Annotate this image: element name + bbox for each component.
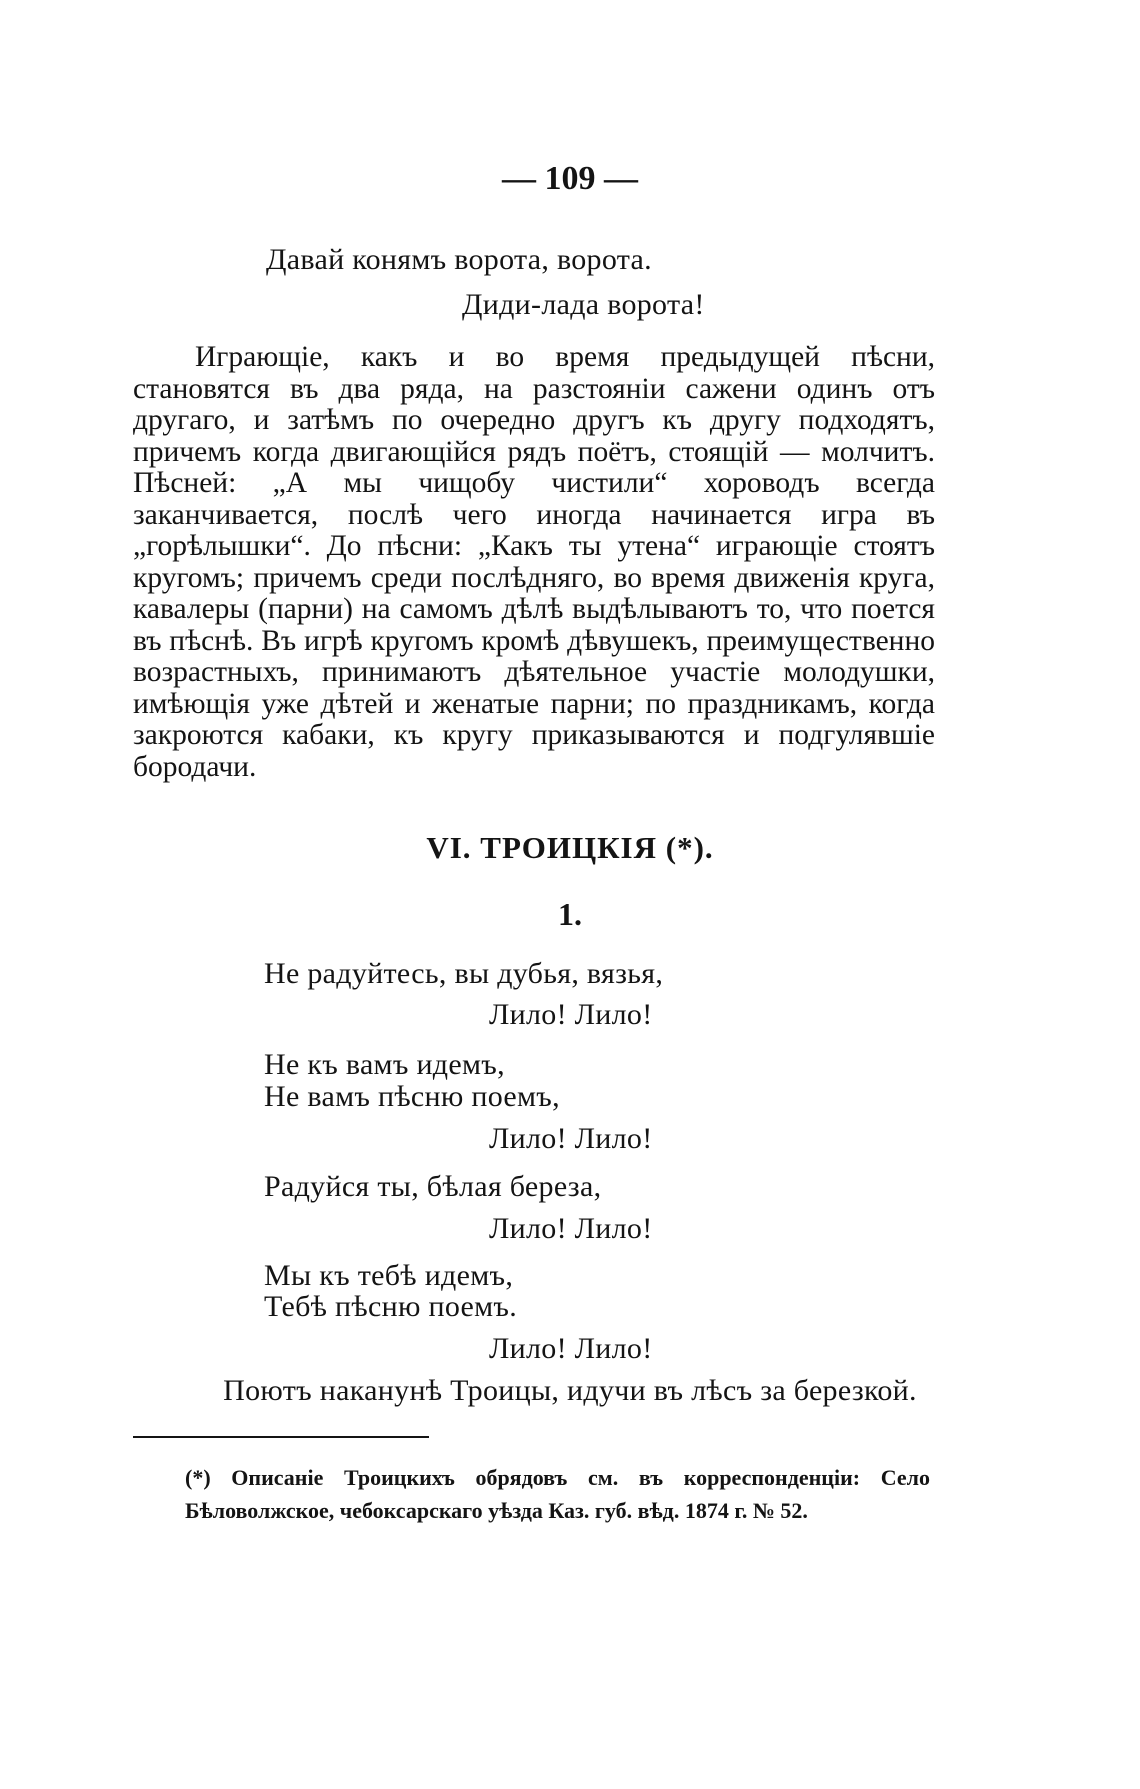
song-line: Тебѣ пѣсню поемъ. (264, 1290, 518, 1323)
footnote: (*) Описаніе Троицкихъ обрядовъ см. въ корреспонденціи: Село Бѣловолжское, чебоксарскаго уѣзда Каз. губ. вѣд. 1874 г. № 52. (185, 1465, 930, 1523)
verse-refrain: Диди-лада ворота! (462, 288, 705, 321)
song-refrain: Лило! Лило! (489, 1212, 653, 1245)
section-heading: VI. ТРОИЦКІЯ (*). (426, 830, 714, 865)
prose-paragraph: Играющіе, какъ и во время предыдущей пѣсни, становятся въ два ряда, на разстояніи сажени одинъ отъ другаго, и затѣмъ по очередно другъ къ другу подходятъ, причемъ когда двигающійся рядъ поётъ, стоящій — молчитъ. Пѣсней: „А мы чищобу чистили“ хороводъ всегда заканчивается, послѣ чего иногда начинается игра въ „горѣлышки“. До пѣсни: „Какъ ты утена“ играющіе стоятъ кругомъ; причемъ среди послѣдняго, во время движенія круга, кавалеры (парни) на самомъ дѣлѣ выдѣлываютъ то, что поется въ пѣснѣ. Въ игрѣ кругомъ кромѣ дѣвушекъ, преимущественно возрастныхъ, принимаютъ дѣятельное участіе молодушки, имѣющія уже дѣтей и женатые парни; по праздникамъ, когда закроются кабаки, къ кругу приказываются и подгулявшіе бородачи. (133, 341, 935, 783)
verse-line: Давай конямъ ворота, ворота. (266, 243, 652, 276)
song-refrain: Лило! Лило! (489, 1332, 653, 1365)
song-refrain: Лило! Лило! (489, 1122, 653, 1155)
song-line: Не радуйтесь, вы дубья, вязья, (264, 957, 664, 990)
song-refrain: Лило! Лило! (489, 998, 653, 1031)
song-line: Радуйся ты, бѣлая береза, (264, 1170, 602, 1203)
song-line: Не къ вамъ идемъ, (264, 1048, 505, 1081)
footnote-rule (133, 1436, 429, 1438)
song-number: 1. (558, 896, 582, 932)
song-line: Не вамъ пѣсню поемъ, (264, 1080, 560, 1113)
closing-note: Поютъ наканунѣ Троицы, идучи въ лѣсъ за березкой. (223, 1374, 917, 1407)
song-line: Мы къ тебѣ идемъ, (264, 1259, 514, 1292)
page-number: — 109 — (502, 160, 638, 197)
